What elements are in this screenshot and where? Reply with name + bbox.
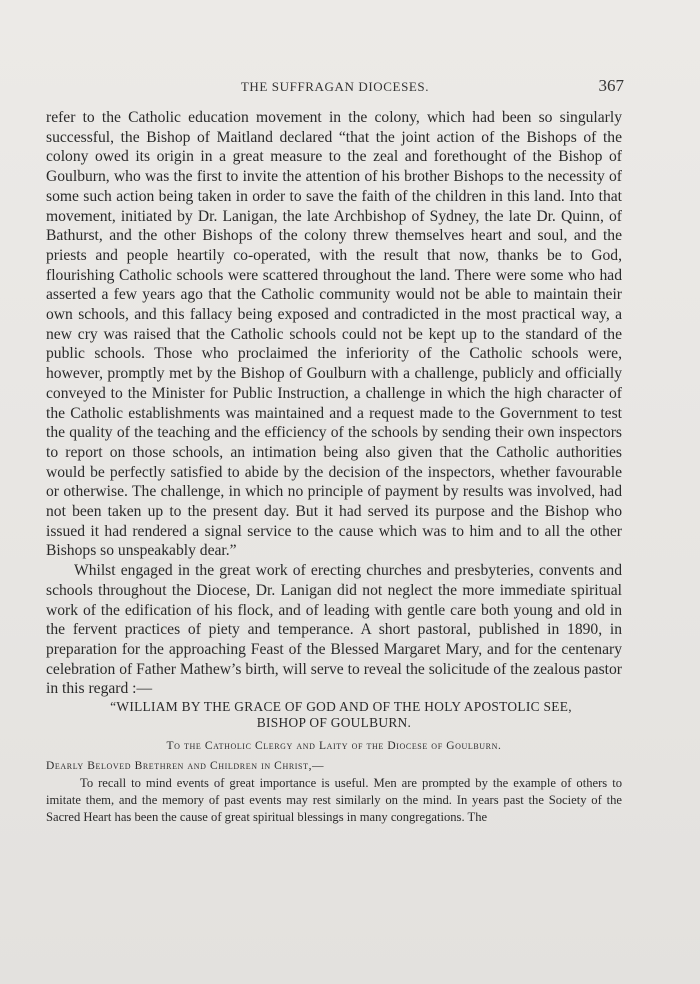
paragraph-1: refer to the Catholic education movement in the colony, which had been so singularly successful, the Bishop of Maitland declared “that the joint action of the Bishops of the colony owed its origin in a great measure to the zeal and forethought of the Bishop of Goulburn, who was the first to invite the attention of his brother Bishops to the necessity of some such action being taken in order to save the faith of the children in this land. Into that movement, initiated by Dr. Lanigan, the late Archbishop of Sydney, the late Dr. Quinn, of Bathurst, and the other Bishops of the colony threw themselves heart and soul, and the priests and people heartily co-operated, with the result that now, thanks be to God, flourishing Catholic schools were scattered throughout the land. There were some who had asserted a few years ago that the Catholic community would not be able to maintain their own schools, and this fallacy being exposed and contradicted in the most practical way, a new cry was raised that the Catholic schools could not be kept up to the standard of the public schools. Those who proclaimed the inferiority of the Catholic schools were, however, promptly met by the Bishop of Goulburn with a challenge, publicly and officially conveyed to the Minister for Public Instruction, a challenge in which the high character of the Catholic establishments was maintained and a request made to the Government to test the quality of the teaching and the efficiency of the schools by sending their own inspectors to report on those schools, an intimation being also given that the Catholic authorities would be perfectly satisfied to abide by the decision of the inspectors, whether favourable or otherwise. The challenge, in which no principle of payment by results was involved, had not been taken up to the present day. But it had served its purpose and the Bishop who issued it had rendered a signal service to the cause which was to him and to all the other Bishops so unspeakably dear.” bbox=[46, 109, 622, 560]
running-title: THE SUFFRAGAN DIOCESES. bbox=[240, 79, 430, 94]
main-text bbox=[46, 108, 622, 826]
letter-body bbox=[46, 775, 622, 826]
paragraph-2: Whilst engaged in the great work of erecting churches and presbyteries, convents and schools throughout the Diocese, Dr. Lanigan did not neglect the more immediate spiritual work of the edification of his flock, and of leading with gentle care both young and old in the fervent practices of piety and temperance. A short pastoral, published in 1890, in preparation for the approaching Feast of the Blessed Margaret Mary, and for the centenary celebration of Father Mathew’s birth, will serve to reveal the solicitude of the zealous pastor in this regard :— bbox=[46, 562, 622, 698]
page-header bbox=[46, 76, 624, 98]
letter-heading-line-2: BISHOP OF GOULBURN. bbox=[256, 715, 412, 731]
letter-heading bbox=[46, 699, 622, 731]
page-number: 367 bbox=[598, 76, 624, 95]
letter-heading-line-1: “WILLIAM BY THE GRACE OF GOD AND OF THE HOLY APOSTOLIC SEE, bbox=[110, 699, 572, 715]
letter-salutation: Dearly Beloved Brethren and Children in Christ,— bbox=[46, 760, 325, 773]
letter-paragraph: To recall to mind events of great importance is useful. Men are prompted by the example of others to imitate them, and the memory of past events may rest similarly on the mind. In years past the Society of the Sacred Heart has been the cause of great spiritual blessings in many congregations. The bbox=[46, 776, 622, 825]
letter-addressee: To the Catholic Clergy and Laity of the Diocese of Goulburn. bbox=[166, 740, 502, 753]
